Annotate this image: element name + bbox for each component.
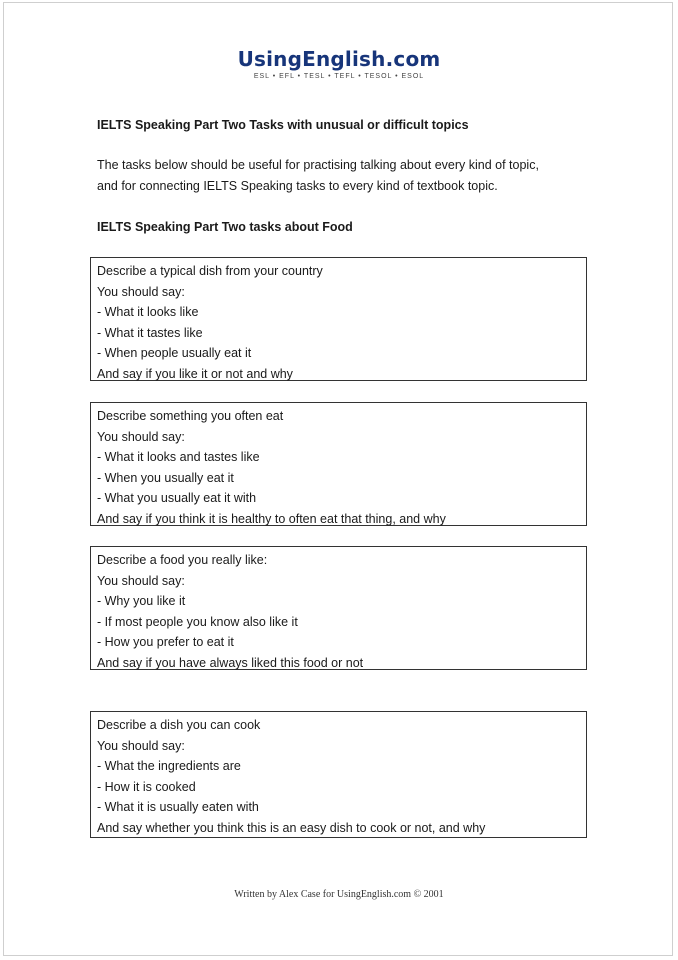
task-point: - When people usually eat it	[97, 346, 252, 360]
intro-paragraph	[97, 155, 597, 197]
section-title: IELTS Speaking Part Two tasks about Food	[97, 220, 353, 234]
task-point: - Why you like it	[97, 594, 186, 608]
task-card	[90, 546, 587, 670]
task-prompt: Describe a food you really like:	[97, 553, 268, 567]
task-card	[90, 257, 587, 381]
task-instruction: You should say:	[97, 284, 185, 299]
task-point: - What it looks and tastes like	[97, 450, 260, 464]
site-logo[interactable]	[0, 48, 678, 81]
task-prompt: Describe a typical dish from your country	[97, 264, 323, 278]
task-point: - What it is usually eaten with	[97, 800, 259, 814]
footer-credit: Written by Alex Case for UsingEnglish.com © 2001	[234, 889, 444, 900]
task-point: - When you usually eat it	[97, 470, 234, 485]
document-title: IELTS Speaking Part Two Tasks with unusual or difficult topics	[97, 118, 469, 132]
task-point: - What you usually eat it with	[97, 491, 257, 505]
task-closing: And say if you think it is healthy to often eat that thing, and why	[97, 511, 446, 526]
task-closing: And say if you have always liked this food or not	[97, 655, 364, 670]
task-prompt: Describe something you often eat	[97, 409, 284, 423]
task-point: - What the ingredients are	[97, 759, 241, 773]
task-prompt: Describe a dish you can cook	[97, 718, 261, 732]
intro-line: The tasks below should be useful for practising talking about every kind of topic,	[97, 158, 539, 172]
task-card	[90, 402, 587, 526]
task-closing: And say whether you think this is an easy dish to cook or not, and why	[97, 820, 486, 835]
task-point: - What it looks like	[97, 305, 199, 319]
task-point: - If most people you know also like it	[97, 614, 298, 629]
task-instruction: You should say:	[97, 573, 185, 588]
task-point: - How it is cooked	[97, 779, 196, 794]
task-closing: And say if you like it or not and why	[97, 366, 293, 381]
task-instruction: You should say:	[97, 738, 185, 753]
logo-name: UsingEnglish.com	[237, 47, 441, 71]
intro-line: and for connecting IELTS Speaking tasks to every kind of textbook topic.	[97, 179, 498, 193]
task-instruction: You should say:	[97, 429, 185, 444]
task-card	[90, 711, 587, 838]
task-point: - What it tastes like	[97, 325, 203, 340]
logo-tagline: ESL • EFL • TESL • TEFL • TESOL • ESOL	[253, 73, 425, 80]
task-point: - How you prefer to eat it	[97, 635, 234, 649]
